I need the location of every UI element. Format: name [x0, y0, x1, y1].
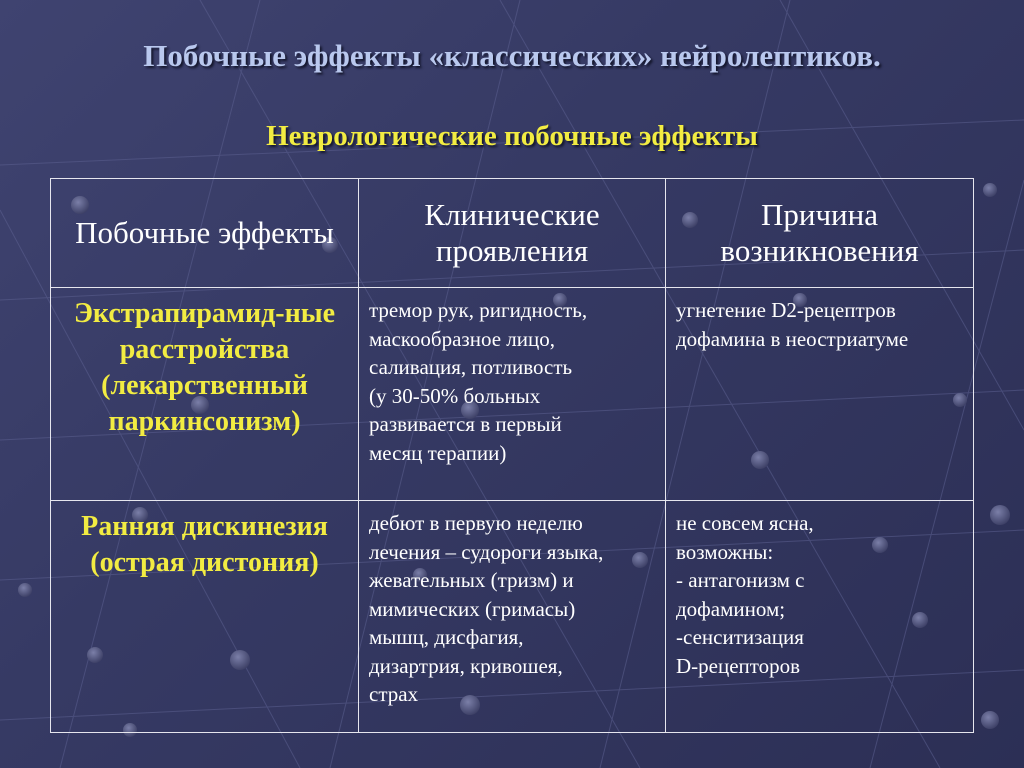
row-cause: не совсем ясна, возможны: - антагонизм с дофамином; -сенситизация D-рецепторов — [666, 501, 974, 733]
row-manifestations: дебют в первую неделю лечения – судороги языка, жевательных (тризм) и мимических (гримасы) мышц, дисфагия, дизартрия, кривошея, страх — [359, 501, 666, 733]
table-header-row — [51, 179, 974, 288]
row-effect-name: Экстрапирамид-ные расстройства (лекарственный паркинсонизм) — [51, 288, 359, 501]
table-row — [51, 288, 974, 501]
header-side-effects: Побочные эффекты — [51, 179, 359, 288]
row-manifestations: тремор рук, ригидность, маскообразное лицо, саливация, потливость (у 30-50% больных развивается в первый месяц терапии) — [359, 288, 666, 501]
header-cause: Причина возникновения — [666, 179, 974, 288]
slide-title: Побочные эффекты «классических» нейролептиков. — [143, 38, 881, 73]
side-effects-table — [50, 178, 974, 733]
header-clinical-manifestations: Клинические проявления — [359, 179, 666, 288]
slide-subtitle: Неврологические побочные эффекты — [266, 120, 758, 152]
row-effect-name: Ранняя дискинезия (острая дистония) — [51, 501, 359, 733]
row-cause: угнетение D2-рецептров дофамина в неостриатуме — [666, 288, 974, 501]
table-row — [51, 501, 974, 733]
